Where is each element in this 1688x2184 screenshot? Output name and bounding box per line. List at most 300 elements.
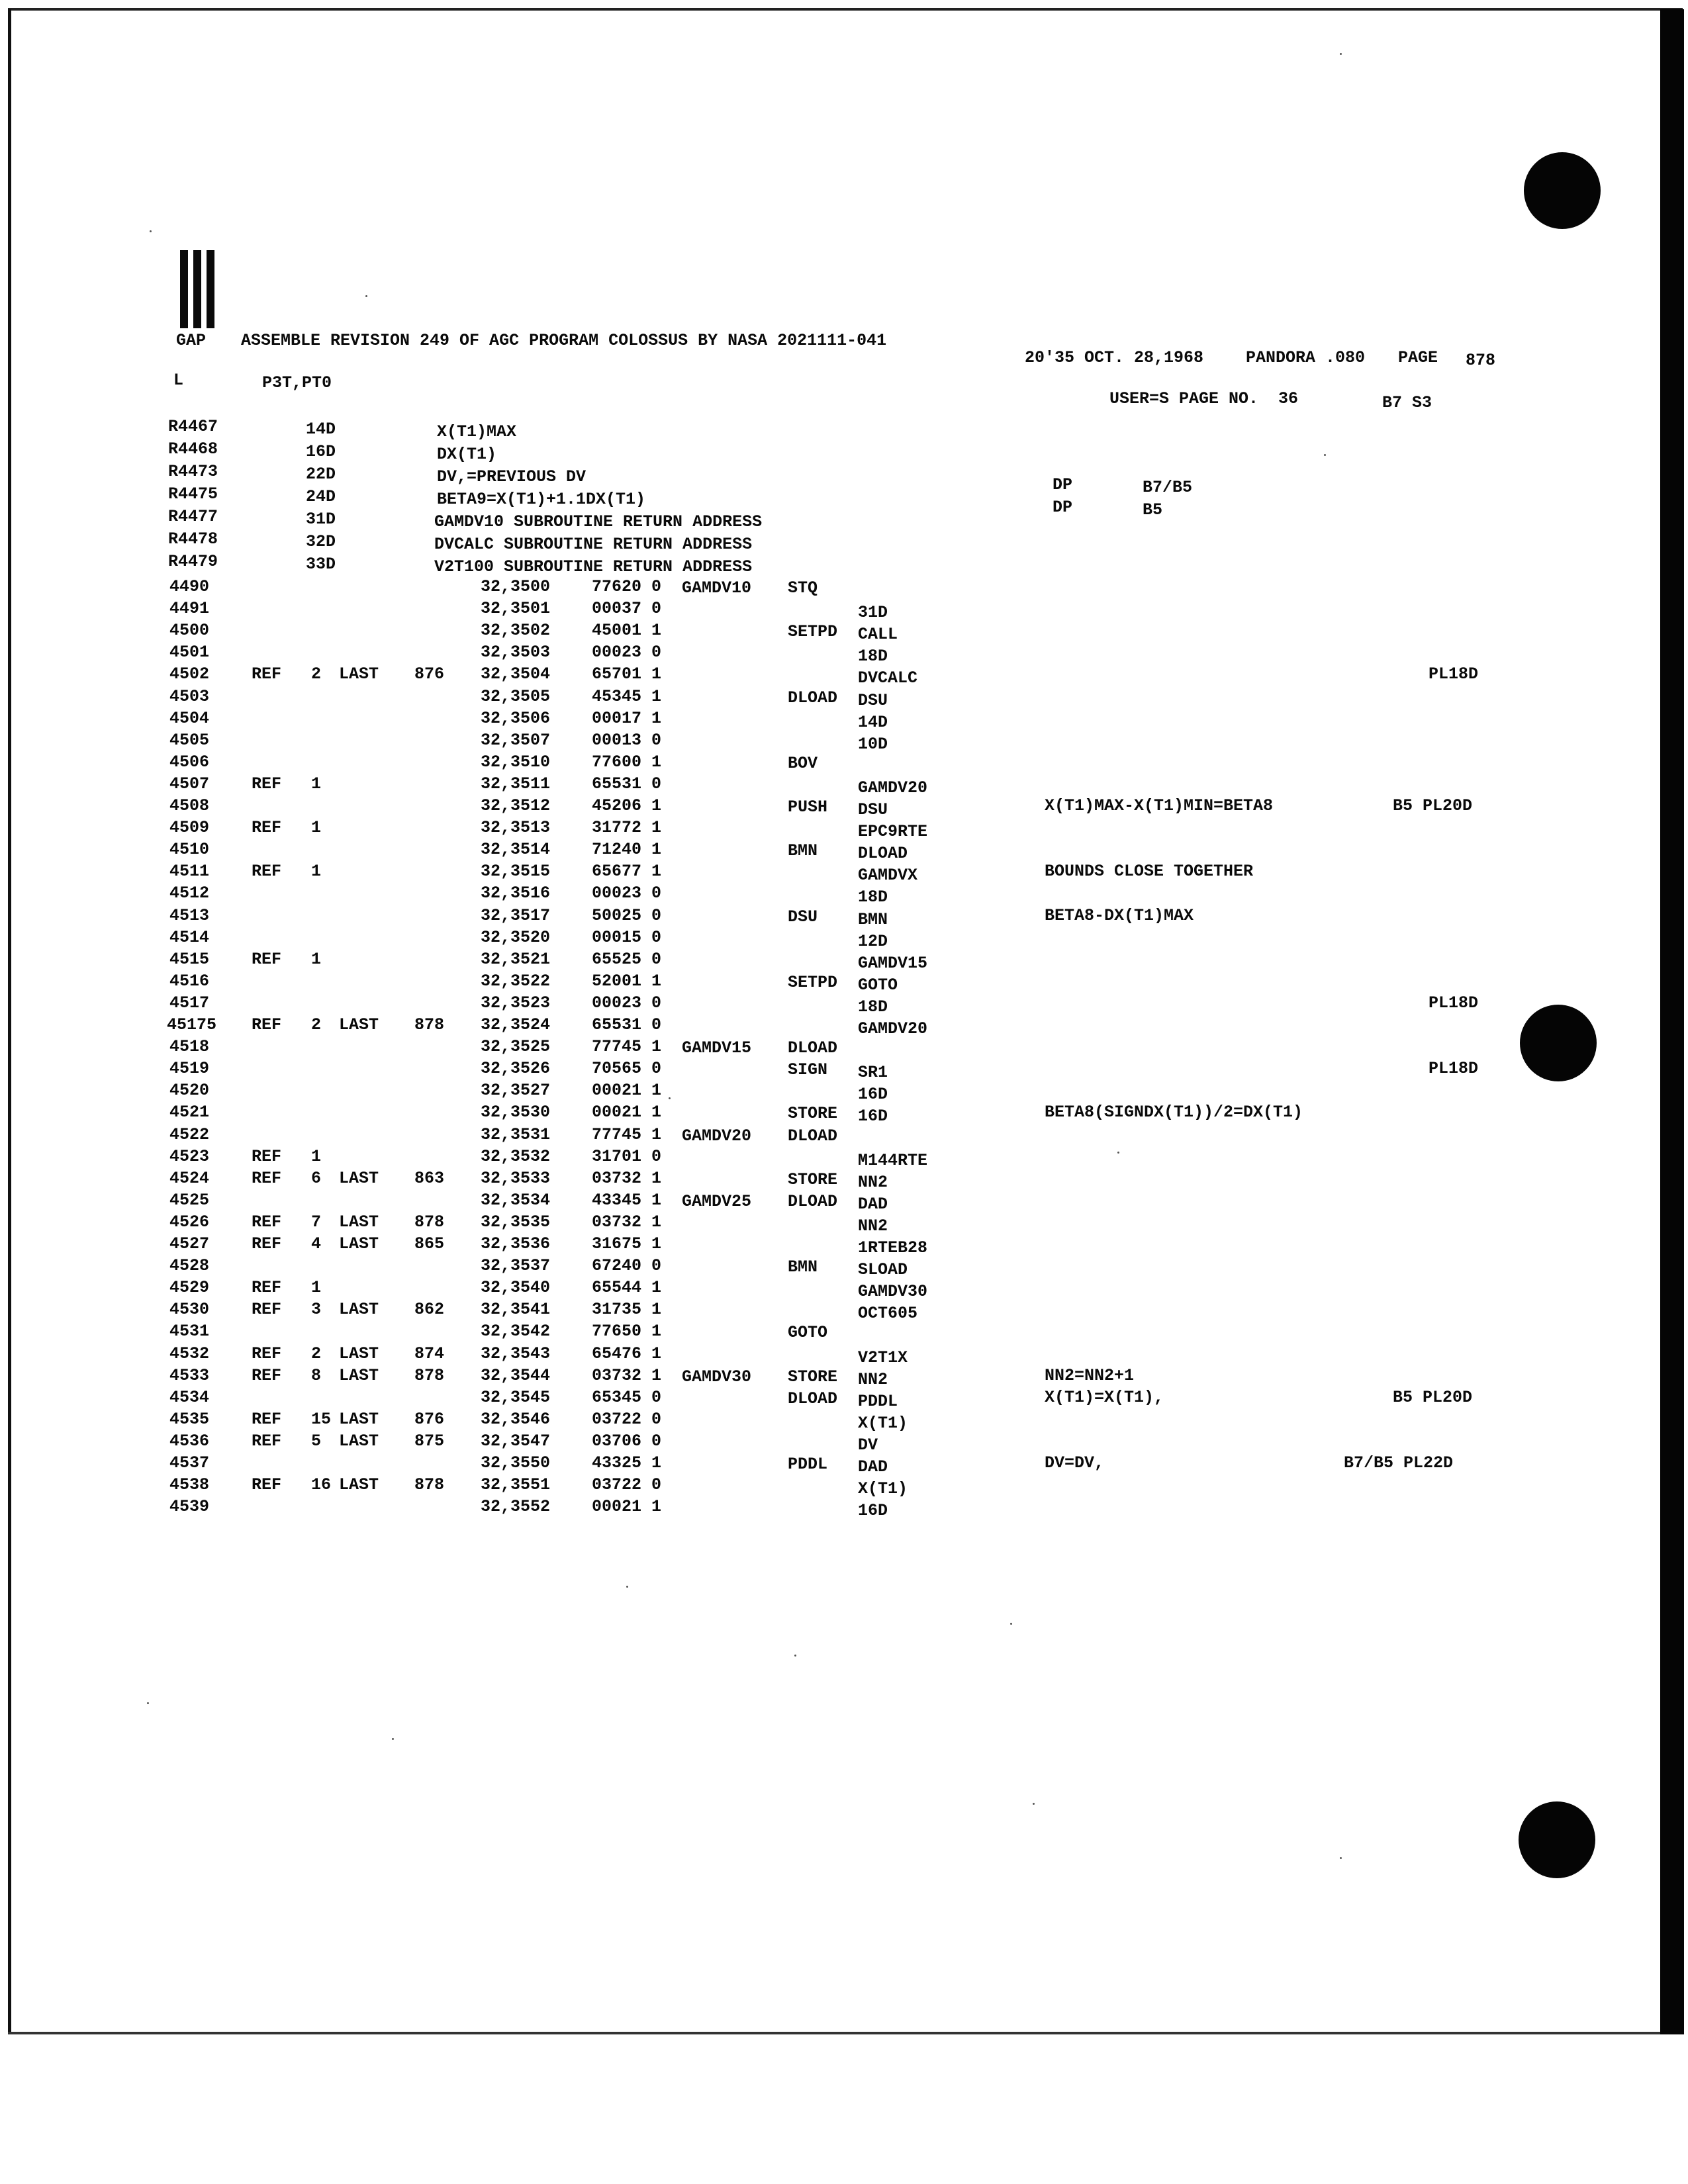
operand: 18D [858,887,888,907]
dp-arg: B5 [1143,500,1163,520]
pushlist-note: PL18D [1429,664,1479,684]
r-text: X(T1)MAX [437,422,517,441]
octal-word: 03722 0 [592,1475,662,1494]
operand: GAMDV15 [858,954,928,973]
operand: 31D [858,603,888,622]
comment: BETA8-DX(T1)MAX [1045,906,1194,925]
last-page: 876 [414,1410,445,1429]
last-page: 878 [414,1015,445,1034]
paper-speck [1033,1803,1035,1805]
memory-location: 32,3515 [481,862,551,881]
paper-speck [392,1738,394,1740]
line-number: 4526 [169,1212,210,1232]
memory-location: 32,3534 [481,1191,551,1210]
r-text: DV,=PREVIOUS DV [437,467,586,486]
opcode: DLOAD [788,1038,838,1058]
paper-speck [626,1586,628,1588]
operand: GAMDVX [858,866,918,885]
line-number: 4506 [169,752,210,772]
operand: DV [858,1435,878,1455]
memory-location: 32,3507 [481,731,551,750]
line-number: 4528 [169,1256,210,1275]
bank-label: B7 S3 [1382,393,1432,412]
octal-word: 77620 0 [592,577,662,596]
r-ref: R4478 [168,529,218,549]
punch-hole-bottom [1519,1801,1595,1878]
opcode: GOTO [788,1323,828,1342]
line-number: 4490 [169,577,210,596]
ref-flag: REF [252,1147,282,1166]
dp-arg: B7/B5 [1143,478,1193,497]
line-number: 4491 [169,599,210,618]
paper-speck [1117,1152,1119,1154]
line-number: 4527 [169,1234,210,1253]
operand: NN2 [858,1216,888,1236]
symbol-label: GAMDV20 [682,1126,752,1146]
octal-word: 65677 1 [592,862,662,881]
ref-count: 1 [311,818,322,837]
ref-count: 8 [311,1366,322,1385]
octal-word: 70565 0 [592,1059,662,1078]
ref-count: 7 [311,1212,322,1232]
operand: OCT605 [858,1304,918,1323]
line-number: 4510 [169,840,210,859]
ref-flag: REF [252,1366,282,1385]
operand: X(T1) [858,1414,908,1433]
ref-count: 5 [311,1432,322,1451]
r-addr: 14D [306,420,336,439]
dp-op: DP [1053,475,1073,494]
memory-location: 32,3520 [481,928,551,947]
ref-count: 2 [311,1015,322,1034]
comment: DV=DV, [1045,1453,1105,1473]
last-page: 875 [414,1432,445,1451]
memory-location: 32,3523 [481,993,551,1013]
ref-count: 1 [311,862,322,881]
last-flag: LAST [339,1344,379,1363]
octal-word: 00023 0 [592,884,662,903]
octal-word: 00021 1 [592,1497,662,1516]
punch-hole-top [1524,152,1601,229]
operand: SLOAD [858,1260,908,1279]
operand: DLOAD [858,844,908,863]
paper-speck [669,1097,671,1099]
operand: BMN [858,910,888,929]
line-number: 4534 [169,1388,210,1407]
octal-word: 77600 1 [592,752,662,772]
ref-count: 3 [311,1300,322,1319]
last-flag: LAST [339,1410,379,1429]
operand: PDDL [858,1392,898,1411]
r-addr: 22D [306,465,336,484]
last-flag: LAST [339,1212,379,1232]
line-number: 4505 [169,731,210,750]
memory-location: 32,3505 [481,687,551,706]
paper-speck [150,230,152,232]
memory-location: 32,3532 [481,1147,551,1166]
punch-hole-middle [1520,1005,1597,1081]
ref-flag: REF [252,818,282,837]
opcode: DLOAD [788,1126,838,1146]
symbol-label: GAMDV10 [682,578,752,598]
ref-count: 1 [311,774,322,794]
last-flag: LAST [339,1475,379,1494]
line-number: 4500 [169,621,210,640]
octal-word: 71240 1 [592,840,662,859]
ref-count: 16 [311,1475,332,1494]
memory-location: 32,3526 [481,1059,551,1078]
line-number: 4509 [169,818,210,837]
memory-location: 32,3522 [481,972,551,991]
ref-count: 1 [311,950,322,969]
octal-word: 03732 1 [592,1212,662,1232]
last-flag: LAST [339,1300,379,1319]
symbol-label: GAMDV25 [682,1192,752,1211]
r-addr: 31D [306,510,336,529]
r-ref: R4479 [168,552,218,571]
r-ref: R4467 [168,417,218,436]
scan-edge-left [8,9,11,2034]
octal-word: 03732 1 [592,1169,662,1188]
opcode: BMN [788,1257,818,1277]
r-text: GAMDV10 SUBROUTINE RETURN ADDRESS [434,512,763,531]
line-number: 4530 [169,1300,210,1319]
memory-location: 32,3543 [481,1344,551,1363]
scan-edge-bottom [8,2032,1683,2034]
ref-flag: REF [252,950,282,969]
memory-location: 32,3503 [481,643,551,662]
opcode: DLOAD [788,1192,838,1211]
last-flag: LAST [339,1169,379,1188]
r-text: BETA9=X(T1)+1.1DX(T1) [437,490,646,509]
operand: 16D [858,1085,888,1104]
opcode: DLOAD [788,1389,838,1408]
operand: X(T1) [858,1479,908,1498]
memory-location: 32,3514 [481,840,551,859]
ref-count: 4 [311,1234,322,1253]
user-page-number: USER=S PAGE NO. 36 [1109,389,1299,408]
line-number: 4529 [169,1278,210,1297]
last-page: 874 [414,1344,445,1363]
line-number: 4531 [169,1322,210,1341]
operand: 14D [858,713,888,732]
line-number: 4536 [169,1432,210,1451]
operand: V2T1X [858,1348,908,1367]
ref-flag: REF [252,774,282,794]
ref-flag: REF [252,664,282,684]
line-number: 4502 [169,664,210,684]
operand: 18D [858,997,888,1017]
r-text: DX(T1) [437,445,497,464]
memory-location: 32,3547 [481,1432,551,1451]
operand: DAD [858,1457,888,1477]
line-number: 4524 [169,1169,210,1188]
ref-count: 1 [311,1278,322,1297]
line-number: 4538 [169,1475,210,1494]
memory-location: 32,3517 [481,906,551,925]
octal-word: 31701 0 [592,1147,662,1166]
operand: DAD [858,1195,888,1214]
paper-speck [147,1702,149,1704]
paper-speck [1010,1623,1012,1625]
opcode: SIGN [788,1060,828,1079]
octal-word: 45001 1 [592,621,662,640]
r-addr: 32D [306,532,336,551]
opcode: STORE [788,1104,838,1123]
symbol-label: GAMDV30 [682,1367,752,1387]
operand: GOTO [858,976,898,995]
memory-location: 32,3501 [481,599,551,618]
memory-location: 32,3524 [481,1015,551,1034]
octal-word: 03732 1 [592,1366,662,1385]
pushlist-note: PL18D [1429,1059,1479,1078]
last-flag: LAST [339,1015,379,1034]
comment: X(T1)=X(T1), [1045,1388,1164,1407]
r-ref: R4468 [168,439,218,459]
page-label: PAGE [1398,348,1438,367]
opcode: BMN [788,841,818,860]
octal-word: 50025 0 [592,906,662,925]
operand: GAMDV20 [858,778,928,797]
last-page: 878 [414,1366,445,1385]
opcode: STORE [788,1170,838,1189]
opcode: PDDL [788,1455,828,1474]
timestamp: 20'35 OCT. 28,1968 [1025,348,1204,367]
memory-location: 32,3506 [481,709,551,728]
memory-location: 32,3513 [481,818,551,837]
opcode: STORE [788,1367,838,1387]
paper-speck [1340,53,1342,55]
octal-word: 65525 0 [592,950,662,969]
memory-location: 32,3500 [481,577,551,596]
ref-flag: REF [252,1344,282,1363]
ref-flag: REF [252,1278,282,1297]
symbol-label: GAMDV15 [682,1038,752,1058]
memory-location: 32,3511 [481,774,551,794]
memory-location: 32,3510 [481,752,551,772]
ref-flag: REF [252,1432,282,1451]
memory-location: 32,3533 [481,1169,551,1188]
line-number: 4511 [169,862,210,881]
r-addr: 16D [306,442,336,461]
memory-location: 32,3544 [481,1366,551,1385]
last-page: 863 [414,1169,445,1188]
memory-location: 32,3512 [481,796,551,815]
ref-flag: REF [252,1234,282,1253]
memory-location: 32,3531 [481,1125,551,1144]
operand: 12D [858,932,888,951]
comment: NN2=NN2+1 [1045,1366,1135,1385]
last-flag: LAST [339,1366,379,1385]
octal-word: 45206 1 [592,796,662,815]
gap-mark: GAP [176,331,207,350]
pushlist-note: B5 PL20D [1393,796,1473,815]
line-number: 4517 [169,993,210,1013]
line-number: 4507 [169,774,210,794]
column-l: L [173,371,184,390]
octal-word: 31772 1 [592,818,662,837]
octal-word: 77650 1 [592,1322,662,1341]
r-text: DVCALC SUBROUTINE RETURN ADDRESS [434,535,753,554]
ref-count: 6 [311,1169,322,1188]
line-number: 4512 [169,884,210,903]
operand: DVCALC [858,668,918,688]
operand: SR1 [858,1063,888,1082]
memory-location: 32,3540 [481,1278,551,1297]
r-ref: R4475 [168,484,218,504]
memory-location: 32,3537 [481,1256,551,1275]
last-page: 862 [414,1300,445,1319]
octal-word: 77745 1 [592,1037,662,1056]
memory-location: 32,3502 [481,621,551,640]
line-number: 4539 [169,1497,210,1516]
paper-speck [1340,1857,1342,1859]
last-flag: LAST [339,1432,379,1451]
operand: 16D [858,1501,888,1520]
line-number: 4508 [169,796,210,815]
operand: DSU [858,691,888,710]
host-name: PANDORA .080 [1246,348,1366,367]
octal-word: 00021 1 [592,1103,662,1122]
line-number: 4522 [169,1125,210,1144]
memory-location: 32,3551 [481,1475,551,1494]
scan-edge-right [1660,9,1684,2034]
octal-word: 52001 1 [592,972,662,991]
memory-location: 32,3536 [481,1234,551,1253]
octal-word: 67240 0 [592,1256,662,1275]
r-addr: 24D [306,487,336,506]
operand: EPC9RTE [858,822,928,841]
last-page: 876 [414,664,445,684]
octal-word: 65345 0 [592,1388,662,1407]
line-number: 4537 [169,1453,210,1473]
r-text: V2T100 SUBROUTINE RETURN ADDRESS [434,557,753,576]
paper-speck [365,295,367,297]
octal-word: 65476 1 [592,1344,662,1363]
last-flag: LAST [339,1234,379,1253]
octal-word: 43345 1 [592,1191,662,1210]
memory-location: 32,3530 [481,1103,551,1122]
ref-count: 2 [311,664,322,684]
memory-location: 32,3521 [481,950,551,969]
octal-word: 03706 0 [592,1432,662,1451]
octal-word: 00013 0 [592,731,662,750]
line-number: 45175 [167,1015,217,1034]
memory-location: 32,3504 [481,664,551,684]
line-number: 4523 [169,1147,210,1166]
operand: M144RTE [858,1151,928,1170]
paper-speck [1324,454,1326,456]
line-number: 4513 [169,906,210,925]
octal-word: 45345 1 [592,687,662,706]
operand: 18D [858,647,888,666]
memory-location: 32,3541 [481,1300,551,1319]
line-number: 4535 [169,1410,210,1429]
line-number: 4525 [169,1191,210,1210]
memory-location: 32,3525 [481,1037,551,1056]
comment: BOUNDS CLOSE TOGETHER [1045,862,1254,881]
line-number: 4521 [169,1103,210,1122]
page-title: ASSEMBLE REVISION 249 OF AGC PROGRAM COLOSSUS BY NASA 2021111-041 [241,331,887,350]
pushlist-note: B5 PL20D [1393,1388,1473,1407]
scan-edge-top [8,8,1683,11]
memory-location: 32,3542 [481,1322,551,1341]
column-p: P3T,PT0 [262,373,332,392]
line-number: 4518 [169,1037,210,1056]
ref-count: 15 [311,1410,332,1429]
memory-location: 32,3527 [481,1081,551,1100]
memory-location: 32,3516 [481,884,551,903]
octal-word: 00015 0 [592,928,662,947]
dp-op: DP [1053,498,1073,517]
operand: 16D [858,1107,888,1126]
octal-word: 00037 0 [592,599,662,618]
opcode: PUSH [788,797,828,817]
comment: X(T1)MAX-X(T1)MIN=BETA8 [1045,796,1274,815]
ref-count: 1 [311,1147,322,1166]
memory-location: 32,3552 [481,1497,551,1516]
r-ref: R4473 [168,462,218,481]
operand: 10D [858,735,888,754]
opcode: DSU [788,907,818,927]
octal-word: 00021 1 [592,1081,662,1100]
last-page: 865 [414,1234,445,1253]
ref-count: 2 [311,1344,322,1363]
comment: BETA8(SIGNDX(T1))/2=DX(T1) [1045,1103,1303,1122]
octal-word: 03722 0 [592,1410,662,1429]
line-number: 4501 [169,643,210,662]
operand: NN2 [858,1173,888,1192]
ref-flag: REF [252,1475,282,1494]
octal-word: 77745 1 [592,1125,662,1144]
line-number: 4516 [169,972,210,991]
octal-word: 31735 1 [592,1300,662,1319]
line-number: 4520 [169,1081,210,1100]
octal-word: 65531 0 [592,1015,662,1034]
opcode: SETPD [788,973,838,992]
ref-flag: REF [252,1169,282,1188]
octal-word: 65544 1 [592,1278,662,1297]
opcode: DLOAD [788,688,838,707]
ref-flag: REF [252,1410,282,1429]
r-addr: 33D [306,555,336,574]
opcode: BOV [788,754,818,773]
line-number: 4504 [169,709,210,728]
line-number: 4533 [169,1366,210,1385]
ref-flag: REF [252,862,282,881]
operand: GAMDV30 [858,1282,928,1301]
octal-word: 65701 1 [592,664,662,684]
octal-word: 65531 0 [592,774,662,794]
ref-flag: REF [252,1300,282,1319]
memory-location: 32,3535 [481,1212,551,1232]
memory-location: 32,3545 [481,1388,551,1407]
page-number: 878 [1466,351,1496,370]
operand: 1RTEB28 [858,1238,928,1257]
last-flag: LAST [339,664,379,684]
last-page: 878 [414,1212,445,1232]
line-number: 4514 [169,928,210,947]
memory-location: 32,3546 [481,1410,551,1429]
line-number: 4519 [169,1059,210,1078]
operand: GAMDV20 [858,1019,928,1038]
ref-flag: REF [252,1015,282,1034]
line-number: 4532 [169,1344,210,1363]
opcode: STQ [788,578,818,598]
pushlist-note: PL18D [1429,993,1479,1013]
octal-word: 43325 1 [592,1453,662,1473]
opcode: SETPD [788,622,838,641]
